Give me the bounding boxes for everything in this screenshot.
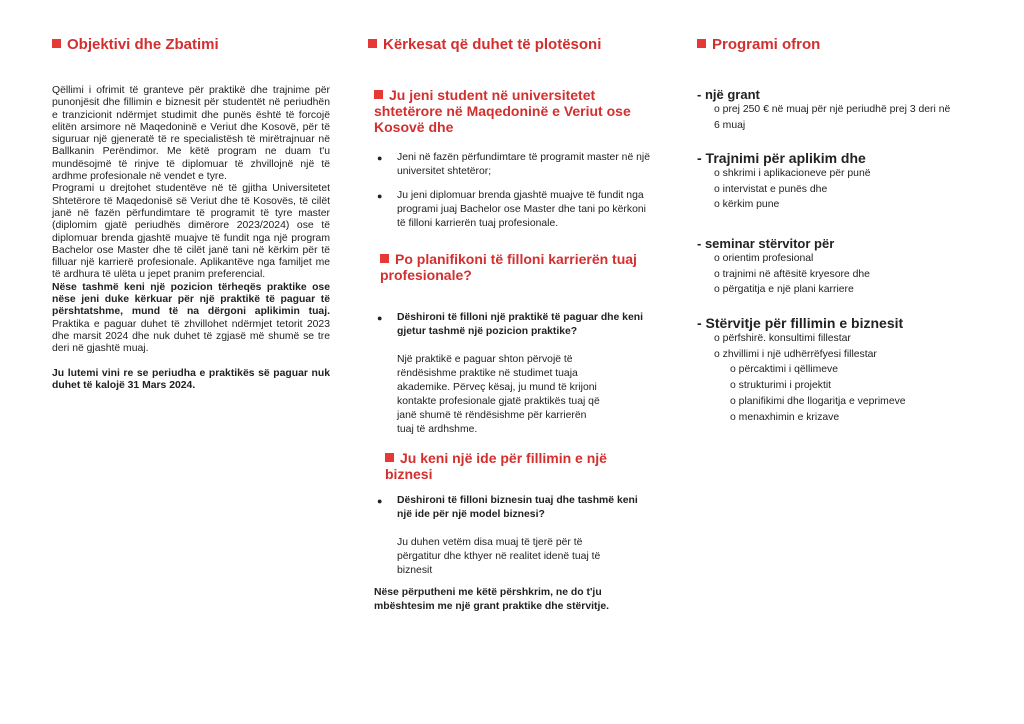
list-item: o menaxhimin e krizave — [730, 411, 840, 423]
bullet-icon: ● — [377, 191, 383, 201]
list-item: o trajnimi në aftësitë kryesore dhe — [714, 268, 870, 280]
bullet-icon: ● — [377, 313, 383, 323]
list-item: o orientim profesional — [714, 253, 814, 264]
list-item: o përfshirë. konsultimi fillestar — [714, 333, 851, 344]
list-item: o strukturimi i projektit — [730, 380, 832, 392]
objectives-paragraph-1: Qëllimi i ofrimit të granteve për praktikë dhe trajnime për punonjësit dhe fillimin e biznesit për studentët në periudhën e tranzicionit ndërmjet studimit dhe punës është të forcojë elitën arsimore në Maqedoninë e Veriut dhe Kosovë, për të siguruar një gjeneratë të re specialistësh të mirëtrajnuar në Ballkanin Perëndimor. Me këtë program ne duam t'u mundësojmë të rinjve të diplomuar të zhvillojnë një të ardhme profesionale në vendet e tyre. — [52, 85, 330, 183]
heading-objectives: Objektivi dhe Zbatimi — [52, 36, 219, 53]
heading-program-offers: Programi ofron — [697, 36, 820, 53]
requirements-student-title: Ju jeni student në universitetet shtetërore në Maqedoninë e Veriut ose Kosovë dhe — [374, 87, 631, 135]
requirements-business-title: Ju keni një ide për fillimin e një biznesi — [385, 450, 607, 482]
list-item: o intervistat e punës dhe — [714, 183, 828, 195]
list-item: o planifikimi dhe llogaritja e veprimeve — [730, 395, 906, 407]
objectives-paragraph-3: Nëse tashmë keni një pozicion tërheqës praktike ose nëse jeni duke kërkuar për një praktikë të paguar të përshtatshme, mund të na dërgoni aplikimin tuaj. Praktika e paguar duhet të zhvillohet ndërmjet tetorit 2023 dhe marsit 2024 dhe nuk duhet të zgjasë më shumë se tre deri në gjashtë muaj. — [52, 281, 330, 355]
offer-business-coaching-title: - Stërvitje për fillimin e biznesit — [697, 315, 904, 331]
offer-training-title: - Trajnimi për aplikim dhe — [697, 150, 866, 166]
list-item: o prej 250 € në muaj për një periudhë prej 3 deri në 6 muaj — [714, 104, 951, 131]
list-item: o kërkim pune — [714, 199, 780, 211]
internship-paragraph: Një praktikë e paguar shton përvojë të rëndësishme praktike në studimet tuaja akademike. Përveç kësaj, ju mund të krijoni kontakte profesionale gjatë praktikës tuaj që janë shumë të rëndësishme për karrierën tuaj të ardhshme. — [397, 354, 600, 435]
list-item: ● Ju jeni diplomuar brenda gjashtë muajve të fundit nga programi juaj Bachelor ose Master dhe tani po kërkoni të filloni karrierën tuaj profesionale. — [377, 190, 646, 229]
bullet-icon: ● — [377, 153, 383, 163]
list-item: o zhvillimi i një udhërrëfyesi fillestar — [714, 348, 877, 360]
requirements-career-title: Po planifikoni të filloni karrierën tuaj profesionale? — [380, 251, 637, 283]
list-item: o përcaktimi i qëllimeve — [730, 364, 838, 376]
red-square-icon — [52, 39, 61, 48]
list-item: ● Jeni në fazën përfundimtare të programit master në një universitet shtetëror; — [377, 152, 650, 177]
red-square-icon — [380, 254, 389, 263]
red-square-icon — [368, 39, 377, 48]
heading-requirements: Kërkesat që duhet të plotësoni — [368, 36, 601, 53]
red-square-icon — [385, 453, 394, 462]
list-item: ● Dëshironi të filloni një praktikë të paguar dhe keni gjetur tashmë një pozicion praktike? — [377, 312, 643, 337]
offer-grant-title: - një grant — [697, 87, 760, 102]
offer-seminar-title: - seminar stërvitor për — [697, 236, 835, 251]
list-item: o përgatitja e një plani karriere — [714, 284, 854, 296]
business-paragraph: Ju duhen vetëm disa muaj të tjerë për të përgatitur dhe kthyer në realitet idenë tuaj të biznesit — [397, 537, 601, 576]
requirements-closing: Nëse përputheni me këtë përshkrim, ne do t'ju mbështesim me një grant praktike dhe stërvitje. — [374, 587, 610, 612]
list-item: o shkrimi i aplikacioneve për punë — [714, 168, 871, 179]
objectives-paragraph-2: Programi u drejtohet studentëve në të gjitha Universitetet Shtetërore të Maqedonisë së Veriut dhe të Kosovës, të cilët janë në fazën përfundimtare të programit të tyre master (diplomim gjatë periudhës dimërore 2023/2024) ose të diplomuar brenda gjashtë muajve të fundit nga një program Bachelor ose Master dhe të cilët janë tani në kërkim për të filluar një karrierë profesionale. Aplikantëve nga familjet me të ardhura të ulëta u jepet pranim preferencial. — [52, 183, 330, 281]
list-item: ● Dëshironi të filloni biznesin tuaj dhe tashmë keni një ide për një model biznesi? — [377, 495, 638, 520]
red-square-icon — [697, 39, 706, 48]
objectives-note: Ju lutemi vini re se periudha e praktikës së paguar nuk duhet të kalojë 31 Mars 2024. — [52, 367, 330, 391]
bullet-icon: ● — [377, 496, 383, 506]
red-square-icon — [374, 90, 383, 99]
